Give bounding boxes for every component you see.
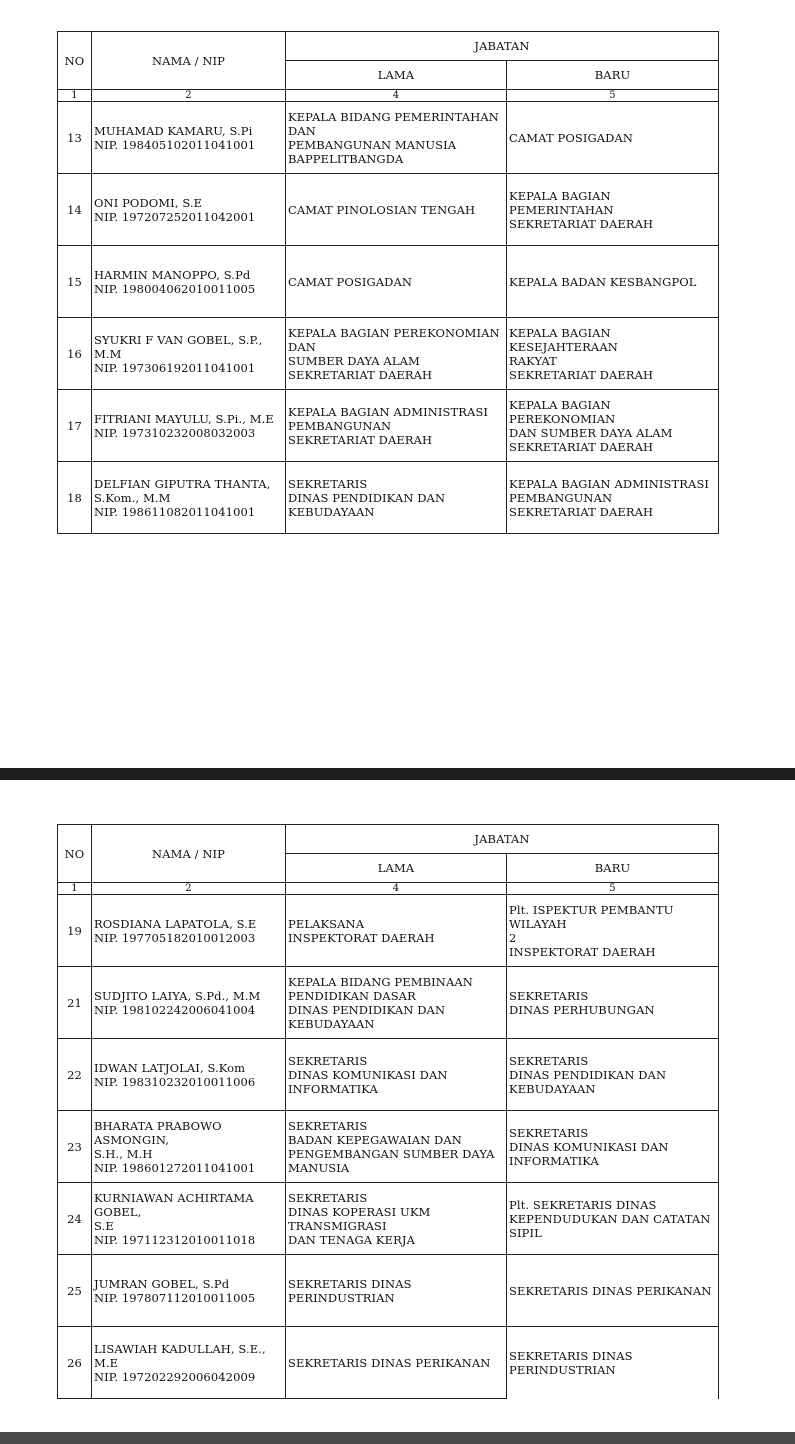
header-nama-nip: NAMA / NIP xyxy=(92,32,286,90)
jabatan-baru-cell xyxy=(507,174,719,246)
name-nip-cell xyxy=(92,318,286,390)
table-body xyxy=(58,102,719,534)
jabatan-lama-cell xyxy=(286,1183,507,1255)
name-text: SUDJITO LAIYA, S.Pd., M.M xyxy=(94,988,261,1003)
jabatan-baru-cell xyxy=(507,246,719,318)
header-lama: LAMA xyxy=(286,854,507,883)
nip-text: NIP. 198102242006041004 xyxy=(94,1002,256,1017)
name-text: FITRIANI MAYULU, S.Pi., M.E xyxy=(94,411,274,426)
position-text: CAMAT PINOLOSIAN TENGAH xyxy=(288,202,476,217)
position-text: INFORMATIKA xyxy=(509,1153,599,1168)
position-text: CAMAT POSIGADAN xyxy=(288,274,413,289)
column-number: 2 xyxy=(92,90,286,102)
position-text: INFORMATIKA xyxy=(288,1081,378,1096)
column-number: 5 xyxy=(507,883,719,895)
jabatan-baru-cell xyxy=(507,318,719,390)
position-text: DINAS KOMUNIKASI DAN xyxy=(509,1139,669,1154)
name-text: HARMIN MANOPPO, S.Pd xyxy=(94,267,251,282)
position-text: SEKRETARIS xyxy=(509,1053,589,1068)
name-text: MUHAMAD KAMARU, S.Pi xyxy=(94,123,253,138)
name-nip-cell xyxy=(92,174,286,246)
nip-text: NIP. 198310232010011006 xyxy=(94,1074,256,1089)
name-text: ONI PODOMI, S.E xyxy=(94,195,203,210)
table-body xyxy=(58,895,719,1399)
page-separator xyxy=(0,1432,795,1444)
position-text: PENGEMBANGAN SUMBER DAYA xyxy=(288,1146,495,1161)
position-text: CAMAT POSIGADAN xyxy=(509,130,634,145)
position-text: DAN SUMBER DAYA ALAM xyxy=(509,425,673,440)
table-row xyxy=(58,1183,719,1255)
name-text: BHARATA PRABOWO ASMONGIN, xyxy=(94,1118,222,1147)
jabatan-baru-cell xyxy=(507,390,719,462)
position-text: SEKRETARIAT DAERAH xyxy=(509,504,654,519)
name-text: KURNIAWAN ACHIRTAMA GOBEL, xyxy=(94,1190,254,1219)
position-text: PELAKSANA xyxy=(288,916,365,931)
position-text: RAKYAT xyxy=(509,353,557,368)
row-number: 15 xyxy=(58,246,92,318)
row-number: 14 xyxy=(58,174,92,246)
position-text: SUMBER DAYA ALAM xyxy=(288,353,420,368)
document-page-2 xyxy=(0,780,795,1432)
name-text: S.H., M.H xyxy=(94,1146,153,1161)
position-text: SEKRETARIAT DAERAH xyxy=(509,367,654,382)
name-text: JUMRAN GOBEL, S.Pd xyxy=(94,1276,230,1291)
position-text: DINAS KOMUNIKASI DAN xyxy=(288,1067,448,1082)
nip-text: NIP. 197207252011042001 xyxy=(94,209,256,224)
nip-text: NIP. 197310232008032003 xyxy=(94,425,256,440)
position-text: SIPIL xyxy=(509,1225,542,1240)
nip-text: NIP. 198405102011041001 xyxy=(94,137,256,152)
position-text: DAN TENAGA KERJA xyxy=(288,1232,415,1247)
nip-text: NIP. 198611082011041001 xyxy=(94,504,256,519)
column-number: 1 xyxy=(58,883,92,895)
position-text: MANUSIA xyxy=(288,1160,350,1175)
position-text: SEKRETARIS DINAS PERIKANAN xyxy=(288,1355,491,1370)
nip-text: NIP. 197112312010011018 xyxy=(94,1232,256,1247)
position-text: KEPALA BAGIAN ADMINISTRASI xyxy=(509,476,710,491)
jabatan-lama-cell xyxy=(286,174,507,246)
jabatan-lama-cell xyxy=(286,1039,507,1111)
table-row xyxy=(58,246,719,318)
position-text: KEPALA BAGIAN KESEJAHTERAAN xyxy=(509,325,618,354)
row-number: 13 xyxy=(58,102,92,174)
table-row xyxy=(58,462,719,534)
jabatan-baru-cell xyxy=(507,1327,719,1399)
name-nip-cell xyxy=(92,1255,286,1327)
position-text: KEPALA BIDANG PEMBINAAN xyxy=(288,974,473,989)
jabatan-baru-cell xyxy=(507,1255,719,1327)
position-text: SEKRETARIS xyxy=(509,988,589,1003)
position-text: PERINDUSTRIAN xyxy=(509,1362,616,1377)
table-row xyxy=(58,1111,719,1183)
position-text: SEKRETARIAT DAERAH xyxy=(288,432,433,447)
jabatan-lama-cell xyxy=(286,462,507,534)
name-nip-cell xyxy=(92,1183,286,1255)
row-number: 18 xyxy=(58,462,92,534)
position-text: DINAS PENDIDIKAN DAN xyxy=(509,1067,667,1082)
table-row xyxy=(58,895,719,967)
jabatan-lama-cell xyxy=(286,1255,507,1327)
name-text: DELFIAN GIPUTRA THANTA, xyxy=(94,476,271,491)
jabatan-lama-cell xyxy=(286,967,507,1039)
header-jabatan: JABATAN xyxy=(286,825,719,854)
header-jabatan: JABATAN xyxy=(286,32,719,61)
position-text: DINAS PERHUBUNGAN xyxy=(509,1002,655,1017)
name-text: ROSDIANA LAPATOLA, S.E xyxy=(94,916,257,931)
table-row xyxy=(58,1327,719,1399)
row-number: 26 xyxy=(58,1327,92,1399)
jabatan-baru-cell xyxy=(507,462,719,534)
jabatan-lama-cell xyxy=(286,1327,507,1399)
position-text: KEPALA BADAN KESBANGPOL xyxy=(509,274,697,289)
position-text: KEPALA BAGIAN PEMERINTAHAN xyxy=(509,188,614,217)
name-nip-cell xyxy=(92,246,286,318)
position-text: DINAS PENDIDIKAN DAN xyxy=(288,490,446,505)
row-number: 22 xyxy=(58,1039,92,1111)
row-number: 16 xyxy=(58,318,92,390)
nip-text: NIP. 197306192011041001 xyxy=(94,360,256,375)
header-no: NO xyxy=(58,825,92,883)
position-text: INSPEKTORAT DAERAH xyxy=(509,944,656,959)
header-baru: BARU xyxy=(507,61,719,90)
position-text: SEKRETARIS DINAS PERIKANAN xyxy=(509,1283,712,1298)
table-row xyxy=(58,102,719,174)
jabatan-lama-cell xyxy=(286,102,507,174)
jabatan-lama-cell xyxy=(286,390,507,462)
header-baru: BARU xyxy=(507,854,719,883)
table-row xyxy=(58,318,719,390)
jabatan-lama-cell xyxy=(286,246,507,318)
jabatan-baru-cell xyxy=(507,895,719,967)
name-nip-cell xyxy=(92,102,286,174)
name-nip-cell xyxy=(92,1327,286,1399)
column-number: 2 xyxy=(92,883,286,895)
nip-text: NIP. 197202292006042009 xyxy=(94,1369,256,1384)
table-row xyxy=(58,174,719,246)
name-text: IDWAN LATJOLAI, S.Kom xyxy=(94,1060,246,1075)
header-lama: LAMA xyxy=(286,61,507,90)
table-row xyxy=(58,967,719,1039)
nip-text: NIP. 198004062010011005 xyxy=(94,281,256,296)
position-text: KEBUDAYAAN xyxy=(288,504,375,519)
name-text: SYUKRI F VAN GOBEL, S.P., M.M xyxy=(94,332,263,361)
position-text: KEPENDUDUKAN DAN CATATAN xyxy=(509,1211,711,1226)
column-number: 4 xyxy=(286,90,507,102)
position-text: KEPALA BIDANG PEMERINTAHAN DAN xyxy=(288,109,499,138)
name-nip-cell xyxy=(92,462,286,534)
row-number: 25 xyxy=(58,1255,92,1327)
name-text: S.E xyxy=(94,1218,114,1233)
position-text: SEKRETARIAT DAERAH xyxy=(509,439,654,454)
position-text: BAPPELITBANGDA xyxy=(288,151,404,166)
position-text: PEMBANGUNAN xyxy=(288,418,392,433)
jabatan-table-page-2 xyxy=(57,824,719,1399)
position-text: SEKRETARIS DINAS xyxy=(509,1348,633,1363)
position-text: PENDIDIKAN DASAR xyxy=(288,988,416,1003)
jabatan-baru-cell xyxy=(507,1039,719,1111)
jabatan-baru-cell xyxy=(507,967,719,1039)
position-text: SEKRETARIAT DAERAH xyxy=(288,367,433,382)
column-number: 5 xyxy=(507,90,719,102)
position-text: Plt. SEKRETARIS DINAS xyxy=(509,1197,657,1212)
row-number: 17 xyxy=(58,390,92,462)
row-number: 19 xyxy=(58,895,92,967)
position-text: SEKRETARIS xyxy=(288,1118,368,1133)
column-number: 1 xyxy=(58,90,92,102)
nip-text: NIP. 197705182010012003 xyxy=(94,930,256,945)
position-text: KEPALA BAGIAN PEREKONOMIAN xyxy=(509,397,616,426)
position-text: SEKRETARIS xyxy=(509,1125,589,1140)
name-text: S.Kom., M.M xyxy=(94,490,171,505)
position-text: SEKRETARIS xyxy=(288,1053,368,1068)
table-row xyxy=(58,1255,719,1327)
position-text: DINAS KOPERASI UKM TRANSMIGRASI xyxy=(288,1204,431,1233)
jabatan-lama-cell xyxy=(286,1111,507,1183)
position-text: PEMBANGUNAN MANUSIA xyxy=(288,137,457,152)
name-nip-cell xyxy=(92,1039,286,1111)
nip-text: NIP. 198601272011041001 xyxy=(94,1160,256,1175)
header-no: NO xyxy=(58,32,92,90)
column-number: 4 xyxy=(286,883,507,895)
position-text: SEKRETARIS xyxy=(288,1190,368,1205)
table-row xyxy=(58,390,719,462)
name-text: LISAWIAH KADULLAH, S.E., M.E xyxy=(94,1341,266,1370)
position-text: PEMBANGUNAN xyxy=(509,490,613,505)
position-text: SEKRETARIS DINAS PERINDUSTRIAN xyxy=(288,1276,412,1305)
position-text: KEPALA BAGIAN PEREKONOMIAN DAN xyxy=(288,325,500,354)
position-text: DINAS PENDIDIKAN DAN xyxy=(288,1002,446,1017)
position-text: 2 xyxy=(509,930,517,945)
position-text: SEKRETARIAT DAERAH xyxy=(509,216,654,231)
position-text: BADAN KEPEGAWAIAN DAN xyxy=(288,1132,462,1147)
jabatan-baru-cell xyxy=(507,1183,719,1255)
name-nip-cell xyxy=(92,895,286,967)
position-text: Plt. ISPEKTUR PEMBANTU WILAYAH xyxy=(509,902,674,931)
jabatan-baru-cell xyxy=(507,1111,719,1183)
position-text: INSPEKTORAT DAERAH xyxy=(288,930,435,945)
position-text: SEKRETARIS xyxy=(288,476,368,491)
jabatan-baru-cell xyxy=(507,102,719,174)
page-separator xyxy=(0,768,795,780)
position-text: KEBUDAYAAN xyxy=(509,1081,596,1096)
position-text: KEBUDAYAAN xyxy=(288,1016,375,1031)
nip-text: NIP. 197807112010011005 xyxy=(94,1290,256,1305)
jabatan-table-page-1 xyxy=(57,31,719,534)
jabatan-lama-cell xyxy=(286,318,507,390)
table-row xyxy=(58,1039,719,1111)
header-nama-nip: NAMA / NIP xyxy=(92,825,286,883)
position-text: KEPALA BAGIAN ADMINISTRASI xyxy=(288,404,489,419)
row-number: 21 xyxy=(58,967,92,1039)
name-nip-cell xyxy=(92,1111,286,1183)
name-nip-cell xyxy=(92,390,286,462)
row-number: 23 xyxy=(58,1111,92,1183)
row-number: 24 xyxy=(58,1183,92,1255)
name-nip-cell xyxy=(92,967,286,1039)
jabatan-lama-cell xyxy=(286,895,507,967)
